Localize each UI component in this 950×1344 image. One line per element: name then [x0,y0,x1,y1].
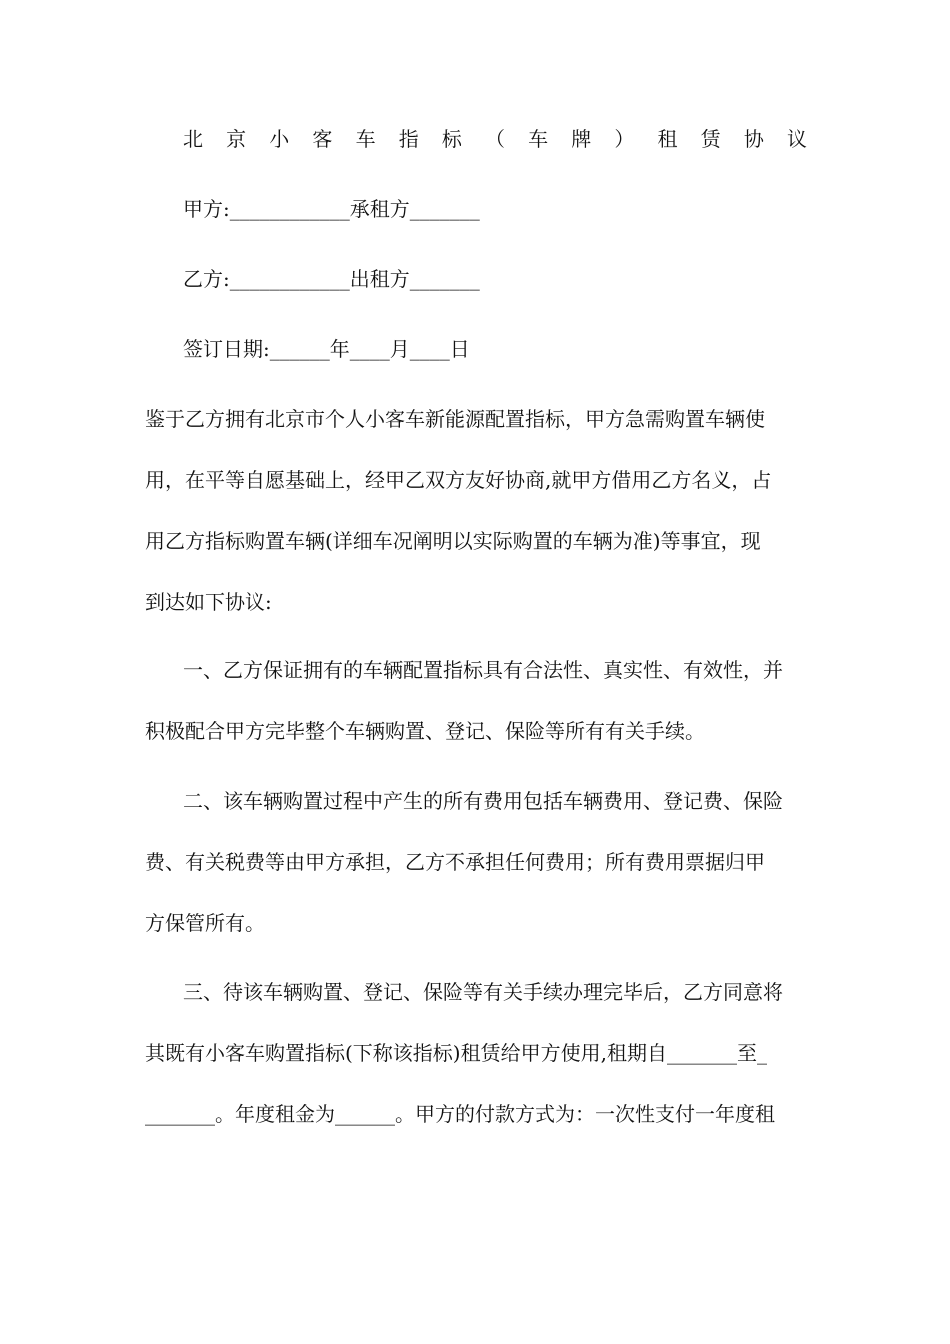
title-char: 议 [786,127,807,151]
clause-1-line: 一、乙方保证拥有的车辆配置指标具有合法性、真实性、有效性，并 [183,658,783,682]
party-b-line: 乙方:____________出租方_______ [183,267,480,291]
title-char: 协 [743,127,764,151]
title-char: 租 [657,127,678,151]
preamble-line: 鉴于乙方拥有北京市个人小客车新能源配置指标，甲方急需购置车辆使 [145,407,765,431]
clause-2-line: 二、该车辆购置过程中产生的所有费用包括车辆费用、登记费、保险 [183,789,783,813]
title-char: 车 [528,127,549,151]
document-title [183,127,807,151]
title-char: 车 [355,127,376,151]
title-char: 客 [312,127,333,151]
clause-3-line: _______。年度租金为______。甲方的付款方式为：一次性支付一年度租 [145,1102,775,1126]
title-char: 赁 [700,127,721,151]
clause-2-line: 费、有关税费等由甲方承担，乙方不承担任何费用；所有费用票据归甲 [145,850,765,874]
clause-2-line: 方保管所有。 [145,911,265,935]
preamble-line: 到达如下协议: [145,590,272,614]
clause-1-line: 积极配合甲方完毕整个车辆购置、登记、保险等所有有关手续。 [145,719,705,743]
party-a-line: 甲方:____________承租方_______ [183,197,480,221]
preamble-line: 用乙方指标购置车辆(详细车况阐明以实际购置的车辆为准)等事宜，现 [145,529,761,553]
title-char: 北 [183,127,203,151]
title-char: 小 [269,127,290,151]
clause-3-line: 三、待该车辆购置、登记、保险等有关手续办理完毕后，乙方同意将 [183,980,783,1004]
clause-3-line: 其既有小客车购置指标(下称该指标)租赁给甲方使用,租期自_______至_ [145,1041,767,1065]
title-char: 牌 [571,127,592,151]
preamble-line: 用，在平等自愿基础上，经甲乙双方友好协商,就甲方借用乙方名义，占 [145,468,772,492]
sign-date-line: 签订日期:______年____月____日 [183,337,470,361]
title-char: 指 [398,127,419,151]
title-char: 京 [226,127,247,151]
title-char: ） [614,127,635,151]
title-char: 标 [441,127,462,151]
title-char: （ [484,127,505,151]
